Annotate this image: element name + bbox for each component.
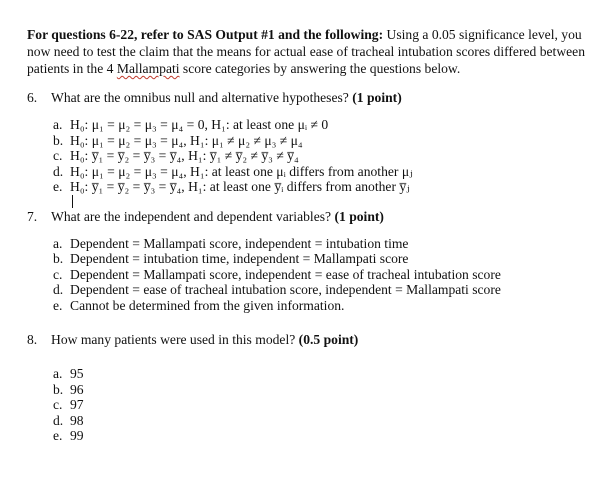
question-number: 7. bbox=[27, 208, 38, 224]
option-text: H₀: y̅₁ = y̅₂ = y̅₃ = y̅₄, H₁: at least one y̅ᵢ differs from another y̅ⱼ bbox=[70, 179, 410, 194]
option-item[interactable] bbox=[53, 117, 602, 133]
option-text: 98 bbox=[70, 412, 84, 428]
option-letter: a. bbox=[53, 235, 63, 251]
options-list bbox=[27, 117, 602, 195]
option-letter: d. bbox=[53, 163, 64, 179]
option-item[interactable] bbox=[53, 251, 602, 267]
options-list bbox=[27, 236, 602, 314]
question-points: (1 point) bbox=[352, 90, 402, 105]
option-text: Dependent = intubation time, independent = Mallampati score bbox=[70, 251, 409, 266]
question-6 bbox=[27, 89, 602, 106]
question-prompt: How many patients were used in this model? bbox=[51, 332, 296, 347]
text-cursor bbox=[72, 195, 73, 208]
option-letter: d. bbox=[53, 282, 64, 297]
document-page bbox=[27, 26, 602, 444]
question-prompt: What are the omnibus null and alternative hypotheses? bbox=[51, 90, 349, 105]
option-letter: a. bbox=[53, 366, 63, 381]
option-letter: c. bbox=[53, 266, 63, 282]
question-8 bbox=[27, 331, 602, 348]
question-number: 8. bbox=[27, 332, 38, 347]
intro-text-before: Using a 0.05 significance level, you now need to test the claim that the means for actual ease of tracheal intubation scores differed between patients in the 4 bbox=[27, 27, 586, 76]
option-text: Cannot be determined from the given information. bbox=[70, 297, 345, 313]
option-item[interactable] bbox=[53, 413, 602, 429]
option-text: Dependent = Mallampati score, independent = intubation time bbox=[70, 235, 409, 251]
option-item[interactable] bbox=[53, 267, 602, 283]
question-points: (1 point) bbox=[334, 208, 384, 224]
option-text: 95 bbox=[70, 366, 84, 381]
option-letter: b. bbox=[53, 132, 64, 148]
option-item[interactable] bbox=[53, 148, 602, 164]
question-text bbox=[51, 331, 358, 348]
option-letter: c. bbox=[53, 148, 63, 163]
options-list bbox=[27, 366, 602, 444]
spellcheck-word: Mallampati bbox=[116, 61, 180, 76]
option-text: Dependent = ease of tracheal intubation score, independent = Mallampati score bbox=[70, 282, 501, 297]
option-text: H₀: μ₁ = μ₂ = μ₃ = μ₄ = 0, H₁: at least one μᵢ ≠ 0 bbox=[70, 117, 329, 132]
intro-bold: For questions 6-22, refer to SAS Output #1 and the following: bbox=[27, 27, 384, 42]
option-letter: b. bbox=[53, 381, 64, 397]
option-item[interactable] bbox=[53, 236, 602, 252]
option-text: Dependent = Mallampati score, independent = ease of tracheal intubation score bbox=[70, 266, 501, 282]
option-text: H₀: y̅₁ = y̅₂ = y̅₃ = y̅₄, H₁: y̅₁ ≠ y̅₂ ≠ y̅₃ ≠ y̅₄ bbox=[70, 148, 299, 163]
option-item[interactable] bbox=[53, 366, 602, 382]
option-letter: d. bbox=[53, 412, 64, 428]
option-item[interactable] bbox=[53, 428, 602, 444]
option-item[interactable] bbox=[53, 397, 602, 413]
option-item[interactable] bbox=[53, 382, 602, 398]
question-prompt: What are the independent and dependent variables? bbox=[51, 208, 332, 224]
option-letter: e. bbox=[53, 179, 63, 194]
option-item[interactable] bbox=[53, 164, 602, 180]
option-letter: e. bbox=[53, 428, 63, 443]
option-letter: b. bbox=[53, 251, 64, 266]
intro-text-after: score categories by answering the questions below. bbox=[179, 61, 461, 76]
option-text: 97 bbox=[70, 397, 84, 412]
option-letter: e. bbox=[53, 297, 63, 313]
option-item[interactable] bbox=[53, 282, 602, 298]
option-letter: c. bbox=[53, 397, 63, 412]
option-item[interactable] bbox=[53, 298, 602, 314]
option-text: H₀: μ₁ = μ₂ = μ₃ = μ₄, H₁: at least one μᵢ differs from another μⱼ bbox=[70, 163, 413, 179]
option-text: H₀: μ₁ = μ₂ = μ₃ = μ₄, H₁: μ₁ ≠ μ₂ ≠ μ₃ ≠ μ₄ bbox=[70, 132, 303, 148]
option-item[interactable] bbox=[53, 133, 602, 149]
option-text: 96 bbox=[70, 381, 84, 397]
option-letter: a. bbox=[53, 117, 63, 132]
intro-paragraph bbox=[27, 26, 602, 77]
question-points: (0.5 point) bbox=[298, 332, 359, 347]
option-text: 99 bbox=[70, 428, 84, 443]
option-item[interactable] bbox=[53, 179, 602, 195]
question-text bbox=[51, 208, 384, 225]
question-7 bbox=[27, 208, 602, 225]
question-number: 6. bbox=[27, 90, 38, 105]
question-text bbox=[51, 89, 402, 106]
